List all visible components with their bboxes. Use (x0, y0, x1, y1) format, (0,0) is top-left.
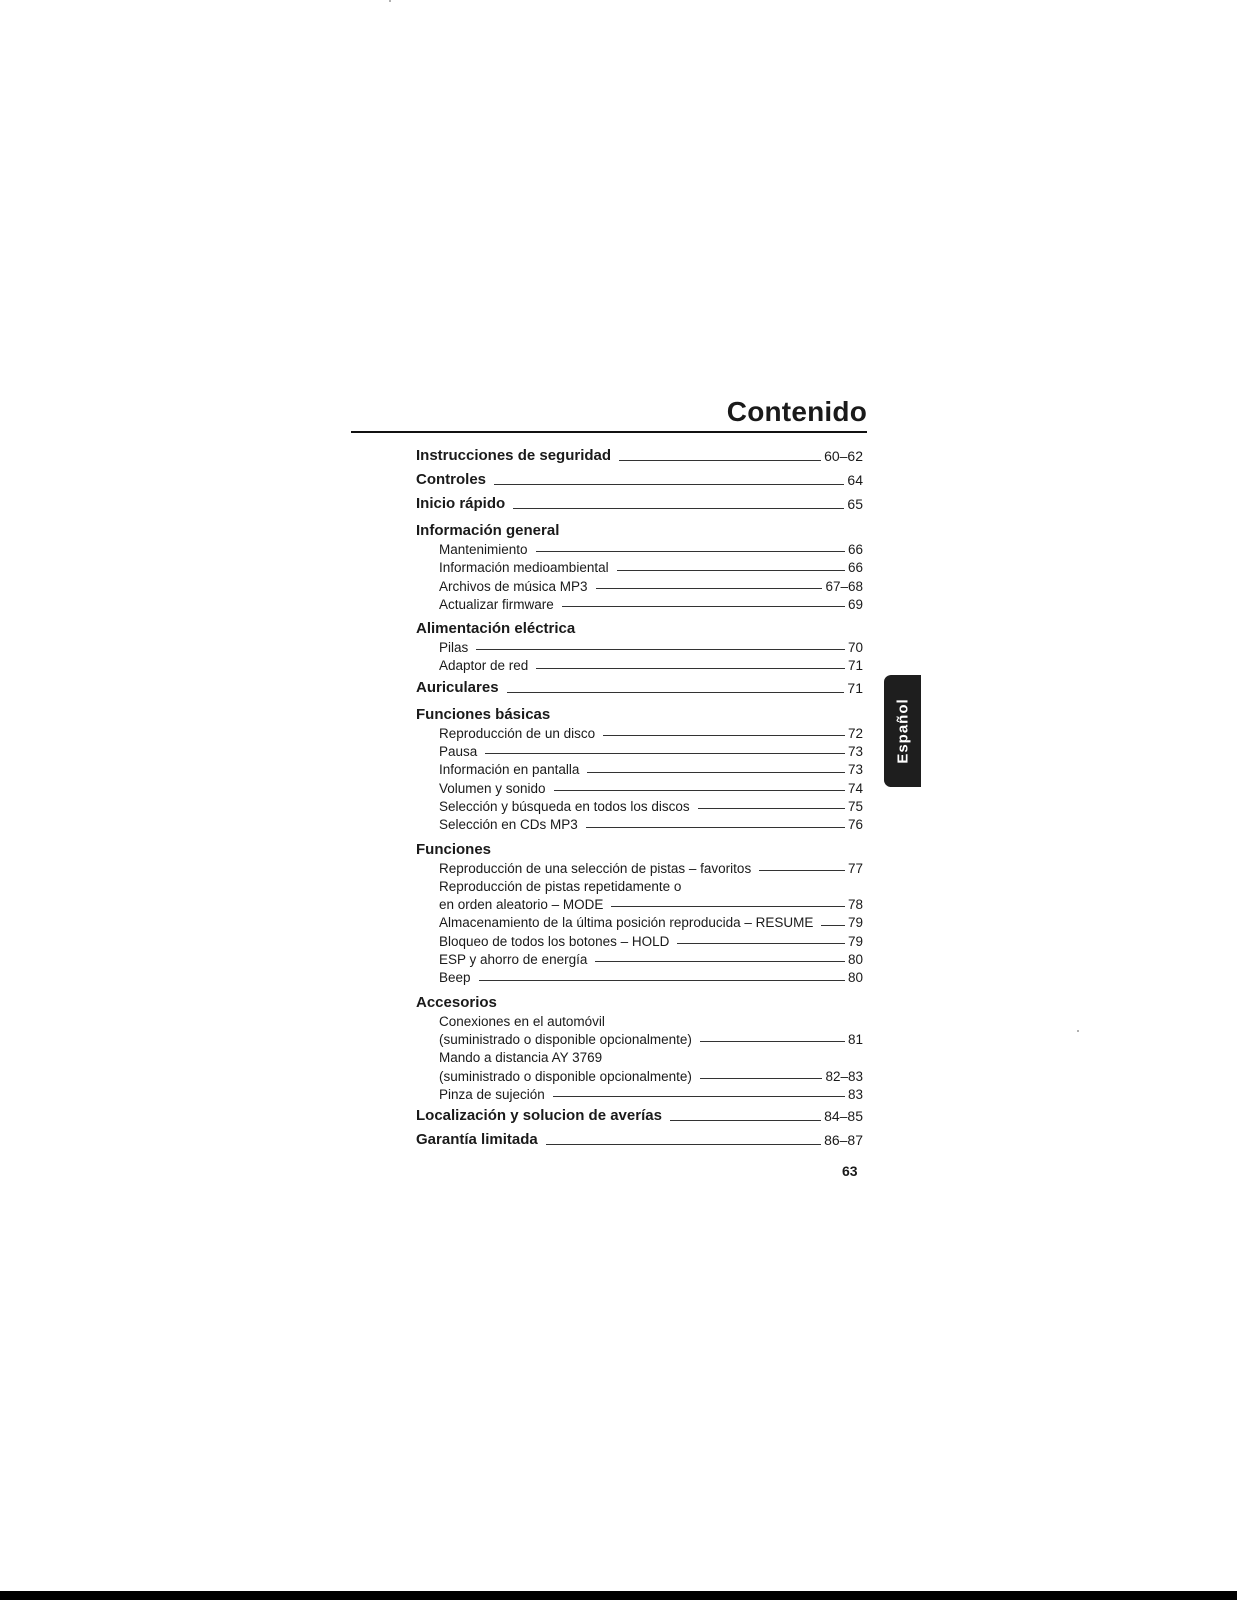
leader-line (586, 827, 845, 828)
toc-item (416, 1068, 863, 1086)
leader-line (507, 692, 845, 693)
toc-item-label: Beep (439, 970, 471, 986)
leader-line (700, 1078, 823, 1079)
toc-page: 72 (847, 725, 863, 741)
toc-item-label: Reproducción de una selección de pistas – favoritos (439, 860, 752, 876)
toc-item-label: Actualizar firmware (439, 596, 554, 612)
toc-page: 74 (847, 780, 863, 796)
page-title: Contenido (726, 396, 867, 427)
leader-line (485, 753, 845, 754)
table-of-contents (416, 444, 863, 1152)
toc-item (416, 578, 863, 596)
leader-line (562, 606, 845, 607)
toc-item-label: Archivos de música MP3 (439, 578, 588, 594)
toc-page: 82–83 (825, 1068, 863, 1084)
toc-section-title: Controles (416, 471, 487, 488)
toc-page: 79 (847, 915, 863, 931)
toc-item-label: Pausa (439, 744, 478, 760)
toc-item (416, 559, 863, 577)
toc-item-label: Pinza de sujeción (439, 1086, 545, 1102)
toc-page: 78 (847, 897, 863, 913)
toc-page: 77 (847, 860, 863, 876)
toc-section-title: Funciones (416, 840, 492, 858)
toc-item-label: Pilas (439, 640, 469, 656)
leader-line (617, 570, 845, 571)
leader-line (759, 870, 845, 871)
toc-item (416, 761, 863, 779)
toc-section-title: Accesorios (416, 993, 497, 1011)
toc-item-label: Información medioambiental (439, 560, 609, 576)
toc-item-label: (suministrado o disponible opcionalmente) (439, 1031, 692, 1047)
toc-section-title: Alimentación eléctrica (416, 620, 576, 638)
toc-section-title: Instrucciones de seguridad (416, 447, 612, 464)
toc-item (416, 596, 863, 614)
leader-line (536, 551, 845, 552)
leader-line (553, 1096, 845, 1097)
leader-line (587, 772, 845, 773)
toc-item-label: Conexiones en el automóvil (439, 1013, 605, 1029)
toc-page: 64 (847, 472, 863, 488)
toc-page: 71 (847, 679, 863, 696)
toc-item (416, 1031, 863, 1049)
toc-item-label: Reproducción de pistas repetidamente o (439, 878, 682, 894)
leader-line (536, 668, 845, 669)
toc-section-title: Localización y solucion de averías (416, 1107, 662, 1125)
leader-line (670, 1120, 821, 1121)
leader-line (603, 735, 845, 736)
toc-item (416, 743, 863, 761)
leader-line (476, 649, 845, 650)
toc-item (416, 860, 863, 878)
toc-item-label: en orden aleatorio – MODE (439, 897, 604, 913)
toc-page: 86–87 (824, 1132, 863, 1149)
toc-page: 83 (847, 1086, 863, 1102)
toc-item (416, 878, 863, 896)
toc-page: 81 (847, 1031, 863, 1047)
page-number: 63 (842, 1163, 858, 1179)
toc-page: 70 (847, 640, 863, 656)
leader-line (479, 980, 845, 981)
leader-line (698, 808, 845, 809)
leader-line (513, 508, 844, 509)
title-rule (351, 431, 867, 433)
leader-line (494, 484, 844, 485)
toc-section (416, 1104, 863, 1128)
toc-section-title: Garantía limitada (416, 1131, 538, 1149)
toc-page: 66 (847, 560, 863, 576)
toc-item-label: Mando a distancia AY 3769 (439, 1050, 603, 1066)
toc-page: 79 (847, 933, 863, 949)
toc-item (416, 541, 863, 559)
leader-line (554, 790, 845, 791)
toc-item-label: (suministrado o disponible opcionalmente) (439, 1068, 692, 1084)
toc-item-label: Selección en CDs MP3 (439, 817, 578, 833)
toc-item (416, 951, 863, 969)
toc-section (416, 492, 863, 516)
toc-item (416, 1013, 863, 1031)
toc-item (416, 914, 863, 932)
language-tab-label: Español (894, 698, 911, 764)
toc-page: 73 (847, 744, 863, 760)
toc-item-label: Reproducción de un disco (439, 725, 596, 741)
scan-speck (1077, 1030, 1079, 1032)
toc-page: 66 (847, 542, 863, 557)
toc-item-label: Mantenimiento (439, 542, 528, 557)
toc-section-title: Inicio rápido (416, 495, 506, 512)
toc-item-label: Adaptor de red (439, 658, 529, 674)
toc-page: 60–62 (824, 448, 863, 464)
toc-page: 69 (847, 596, 863, 612)
leader-line (700, 1041, 845, 1042)
toc-page: 71 (847, 658, 863, 674)
toc-page: 80 (847, 952, 863, 968)
toc-item (416, 657, 863, 675)
toc-item (416, 780, 863, 798)
toc-section-title: Información general (416, 522, 560, 539)
toc-section (416, 676, 863, 700)
toc-item (416, 816, 863, 834)
toc-page: 73 (847, 762, 863, 778)
toc-item (416, 933, 863, 951)
toc-item (416, 1049, 863, 1067)
toc-item (416, 725, 863, 743)
toc-page: 76 (847, 817, 863, 833)
toc-section-title: Funciones básicas (416, 705, 551, 723)
toc-page: 67–68 (825, 578, 863, 594)
leader-line (821, 925, 845, 926)
toc-section (416, 444, 863, 468)
toc-item-label: Almacenamiento de la última posición reproducida – RESUME (439, 915, 814, 931)
scan-border (0, 1591, 1237, 1600)
toc-item-label: Selección y búsqueda en todos los discos (439, 798, 690, 814)
leader-line (619, 460, 821, 461)
toc-item (416, 969, 863, 987)
leader-line (677, 943, 845, 944)
toc-item (416, 896, 863, 914)
toc-item (416, 798, 863, 816)
language-tab (884, 675, 921, 787)
leader-line (595, 961, 845, 962)
toc-section (416, 1128, 863, 1152)
toc-page: 65 (847, 496, 863, 512)
toc-page: 80 (847, 970, 863, 986)
leader-line (611, 906, 845, 907)
toc-item-label: Volumen y sonido (439, 780, 546, 796)
leader-line (596, 588, 823, 589)
leader-line (546, 1144, 821, 1145)
scan-speck (389, 0, 391, 2)
toc-page: 84–85 (824, 1108, 863, 1125)
toc-section-title: Auriculares (416, 678, 499, 696)
toc-page: 75 (847, 798, 863, 814)
toc-item-label: Información en pantalla (439, 762, 580, 778)
toc-item-label: ESP y ahorro de energía (439, 952, 588, 968)
toc-item-label: Bloqueo de todos los botones – HOLD (439, 933, 670, 949)
toc-item (416, 639, 863, 657)
toc-item (416, 1086, 863, 1104)
toc-section (416, 468, 863, 492)
